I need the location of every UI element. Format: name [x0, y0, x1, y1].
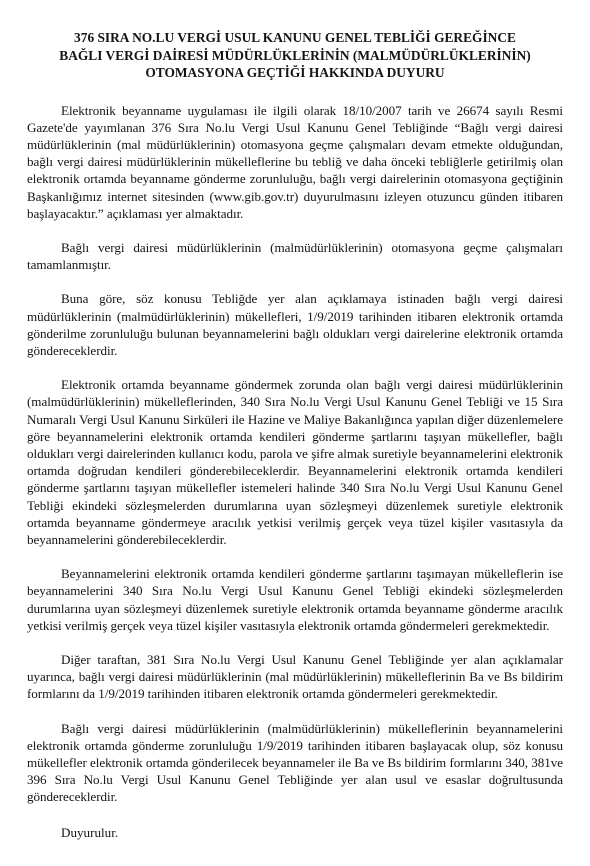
- title-line-1: 376 SIRA NO.LU VERGİ USUL KANUNU GENEL TEBLİĞİ GEREĞİNCE: [74, 30, 516, 45]
- announcement-title: [27, 29, 563, 82]
- paragraph-2: Bağlı vergi dairesi müdürlüklerinin (malmüdürlüklerinin) otomasyona geçme çalışmaları tamamlanmıştır.: [27, 239, 563, 273]
- paragraph-7: Bağlı vergi dairesi müdürlüklerinin (malmüdürlüklerinin) mükelleflerinin beyannamelerini elektronik ortamda gönderme zorunluluğu 1/9/2019 tarihinden itibaren başlayacak olup, söz konusu mükellefler elektronik ortamda gönderilecek beyannameler ile Ba ve Bs bildirim formlarını 340, 381ve 396 Sıra No.lu Vergi Usul Kanunu Genel Tebliğinde yer alan usul ve esaslar doğrultusunda göndereceklerdir.: [27, 720, 563, 805]
- paragraph-5: Beyannamelerini elektronik ortamda kendileri gönderme şartlarını taşımayan mükelleflerin ise beyannamelerini 340 Sıra No.lu Vergi Usul Kanunu Genel Tebliği ekindeki sözleşmelerden durumlarına uyan sözleşmeyi düzenlemek suretiyle elektronik ortamda beyanname gönderme aracılık yetkisi verilmiş gerçek veya tüzel kişiler vasıtasıyla elektronik ortamda göndermeleri gerekmektedir.: [27, 566, 563, 633]
- closing-line: Duyurulur.: [61, 824, 119, 840]
- title-line-3: OTOMASYONA GEÇTİĞİ HAKKINDA DUYURU: [145, 65, 445, 80]
- title-line-2: BAĞLI VERGİ DAİRESİ MÜDÜRLÜKLERİNİN (MALMÜDÜRLÜKLERİNİN): [59, 47, 531, 63]
- paragraph-4: Elektronik ortamda beyanname göndermek zorunda olan bağlı vergi dairesi müdürlüklerinin (malmüdürlüklerinin) mükelleflerinden, 340 Sıra No.lu Vergi Usul Kanunu Genel Tebliği ve 15 Sıra Numaralı Vergi Usul Kanunu Sirküleri ile Hazine ve Maliye Bakanlığınca yapılan diğer düzenlemelere göre beyannamelerini elektronik ortamda kendileri gönderme şartlarını taşıyan mükellefler, bağlı oldukları vergi dairelerinden kullanıcı kodu, parola ve şifre almak suretiyle beyannamelerini elektronik ortamda doğrudan kendileri gönderebileceklerdir. Beyannamelerini elektronik ortamda kendileri gönderme şartlarını taşıyan mükellefler istemeleri halinde 340 Sıra No.lu Vergi Usul Kanunu Genel Tebliği ekindeki sözleşmelerden durumlarına uyan sözleşmeyi düzenlemek suretiyle elektronik ortamda beyanname göndermeye aracılık yetkisi verilmiş gerçek veya tüzel kişiler vasıtasıyla da beyannamelerini gönderebileceklerdir.: [27, 377, 563, 547]
- paragraph-6: Diğer taraftan, 381 Sıra No.lu Vergi Usul Kanunu Genel Tebliğinde yer alan açıklamalar uyarınca, bağlı vergi dairesi müdürlüklerinin (mal müdürlüklerinin) mükelleflerinin Ba ve Bs bildirim formlarını da 1/9/2019 tarihinden itibaren elektronik ortamda göndermeleri gerekmektedir.: [27, 651, 563, 702]
- paragraph-3: Buna göre, söz konusu Tebliğde yer alan açıklamaya istinaden bağlı vergi dairesi müdürlüklerinin (malmüdürlüklerinin) mükellefleri, 1/9/2019 tarihinden itibaren elektronik ortamda gönderilme zorunluluğu bulunan beyannamelerini bağlı oldukları vergi dairelerine elektronik ortamda göndereceklerdir.: [27, 291, 563, 358]
- paragraph-1: Elektronik beyanname uygulaması ile ilgili olarak 18/10/2007 tarih ve 26674 sayılı Resmi Gazete'de yayımlanan 376 Sıra No.lu Vergi Usul Kanunu Genel Tebliğinde “Bağlı vergi dairesi müdürlüklerinin (mal müdürlüklerinin) otomasyona geçme çalışmaları devam etmekte olduğundan, bağlı vergi dairesi müdürlüklerinin mükelleflerine bu tebliğ ve daha önceki tebliğlerle getirilmiş olan elektronik ortamda beyanname gönderme zorunluluğu, bağlı vergi dairelerinin otomasyona geçtiğinin Başkanlığımız internet sitesinden (www.gib.gov.tr) duyurulmasını izleyen otuzuncu günden itibaren başlayacaktır.” açıklaması yer almaktadır.: [27, 102, 563, 221]
